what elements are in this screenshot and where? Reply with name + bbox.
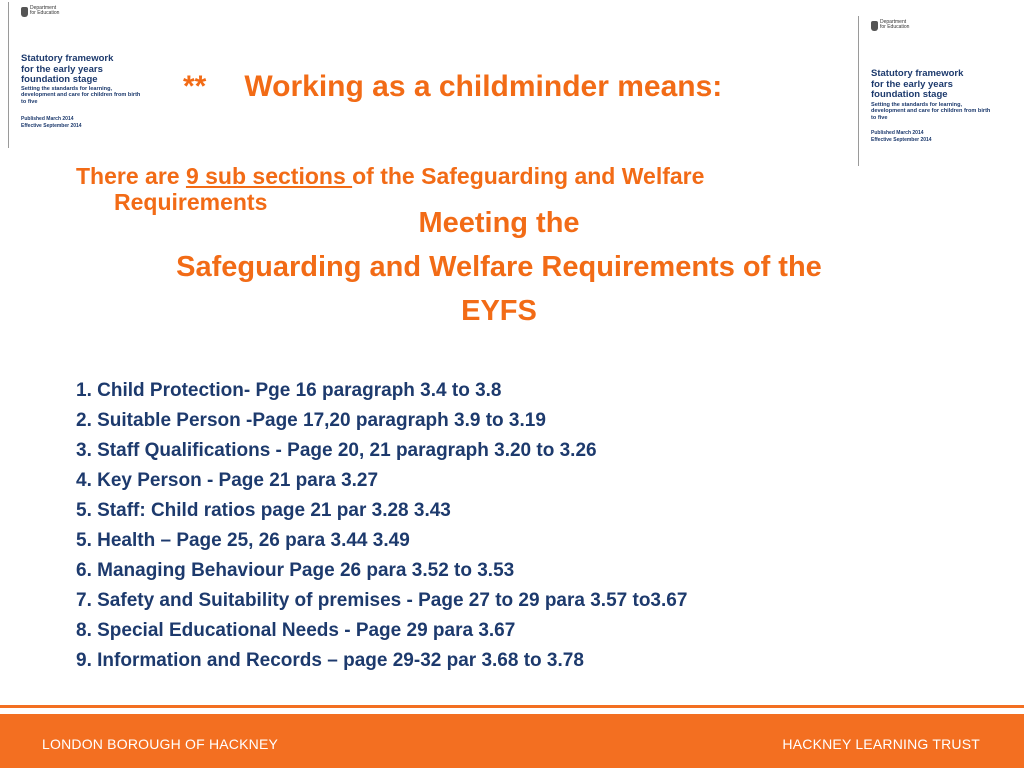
cover-title: Statutory framework for the early years foundation stage [871,68,964,100]
slide-headline [183,70,722,104]
list-item: 1. Child Protection- Pge 16 paragraph 3.4 to 3.8 [76,380,502,401]
cover-subtitle: Setting the standards for learning, development and care for children from birth to five [871,102,991,121]
list-item: 3. Staff Qualifications - Page 20, 21 paragraph 3.20 to 3.26 [76,440,597,461]
footer-divider [0,705,1024,708]
meeting-line-2: Safeguarding and Welfare Requirements of the [176,251,822,283]
intro-underlined: 9 sub sections [185,163,353,189]
list-item: 2. Suitable Person -Page 17,20 paragraph 3.9 to 3.19 [76,410,546,431]
dept-line-2: for Education [30,10,60,16]
list-item: 6. Managing Behaviour Page 26 para 3.52 to 3.53 [76,560,515,581]
intro-line-2: Requirements [114,189,268,215]
footer-right-text: HACKNEY LEARNING TRUST [782,736,980,752]
list-item: 8. Special Educational Needs - Page 29 para 3.67 [76,620,516,641]
dept-line-1: Department [30,5,57,11]
list-item: 7. Safety and Suitability of premises - Page 27 to 29 para 3.57 to3.67 [76,590,688,611]
cover-title: Statutory framework for the early years foundation stage [21,53,114,85]
cover-publication-dates: Published March 2014 Effective September 2014 [871,130,932,143]
cover-subtitle: Setting the standards for learning, development and care for children from birth to five [21,86,141,105]
dept-line-2: for Education [880,24,910,30]
dept-line-1: Department [880,19,907,25]
eyfs-document-cover-right [858,16,1008,166]
intro-suffix: of the Safeguarding and Welfare [352,163,705,189]
list-item: 5. Staff: Child ratios page 21 par 3.28 3.43 [76,500,451,521]
list-item: 4. Key Person - Page 21 para 3.27 [76,470,379,491]
headline-text: Working as a childminder means: [244,70,723,103]
crest-icon [871,21,878,31]
list-item: 5. Health – Page 25, 26 para 3.44 3.49 [76,530,410,551]
intro-prefix: There are [76,163,186,189]
footer-bar [0,712,1024,768]
cover-publication-dates: Published March 2014 Effective September 2014 [21,116,82,129]
department-for-education-logo [871,20,909,31]
eyfs-document-cover-left [8,2,158,148]
meeting-line-3: EYFS [461,295,537,327]
department-for-education-logo [21,6,59,17]
crest-icon [21,7,28,17]
meeting-heading [100,201,898,333]
list-item: 9. Information and Records – page 29-32 par 3.68 to 3.78 [76,650,584,671]
headline-stars: ** [183,70,207,103]
sub-sections-list [76,376,687,676]
meeting-line-1: Meeting the [418,207,580,239]
footer-left-text: LONDON BOROUGH OF HACKNEY [42,736,279,752]
